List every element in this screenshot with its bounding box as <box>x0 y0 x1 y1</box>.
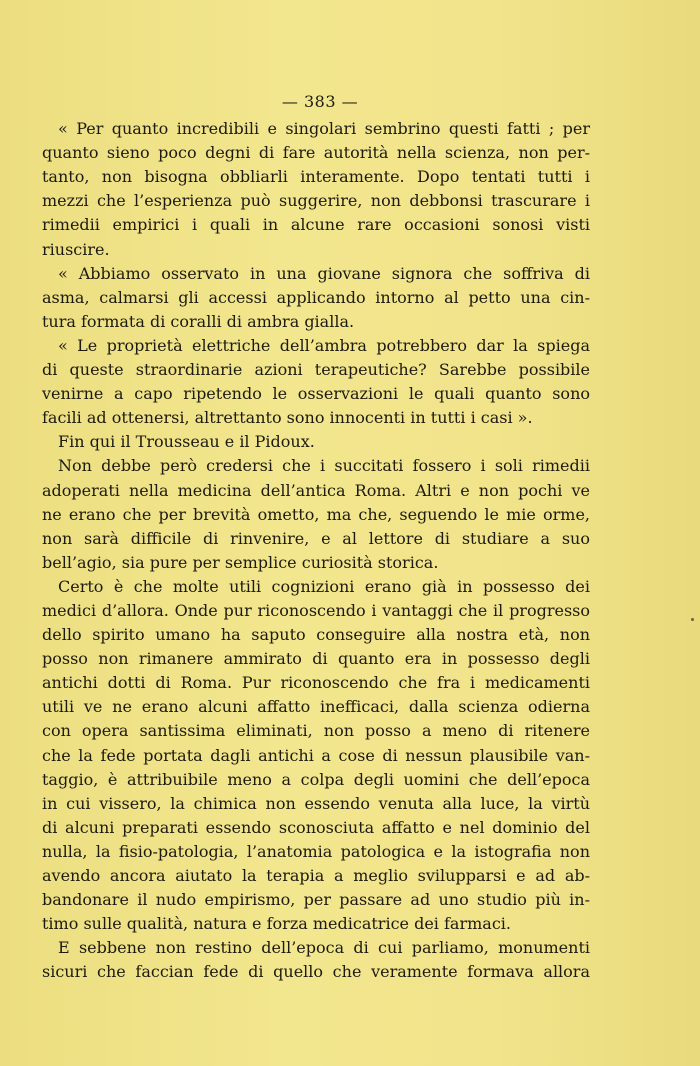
text-line: venirne a capo ripetendo le osservazioni le quali quanto sono <box>42 384 590 404</box>
text-line: facili ad ottenersi, altrettanto sono innocenti in tutti i casi ». <box>42 408 533 428</box>
paragraph <box>42 117 590 262</box>
text-line: Certo è che molte utili cognizioni erano già in possesso dei <box>58 576 590 596</box>
text-line: « Abbiamo osservato in una giovane signora che soffriva di <box>58 263 590 283</box>
text-line: con opera santissima eliminati, non posso a meno di ritenere <box>42 721 590 741</box>
paragraph <box>42 262 590 334</box>
text-line: E sebbene non restino dell’epoca di cui parliamo, monumenti <box>58 938 590 958</box>
text-line: avendo ancora aiutato la terapia a meglio svilupparsi e ad ab- <box>42 866 590 885</box>
text-line: quanto sieno poco degni di fare autorità nella scienza, non per- <box>42 143 590 163</box>
text-line: tura formata di coralli di ambra gialla. <box>42 311 355 331</box>
paper-speck <box>691 618 694 621</box>
paragraph <box>42 334 590 430</box>
text-line: posso non rimanere ammirato di quanto era in possesso degli <box>42 649 590 669</box>
text-line: riuscire. <box>42 239 110 259</box>
text-line: Non debbe però credersi che i succitati fossero i soli rimedii <box>58 456 590 476</box>
text-line: bandonare il nudo empirismo, per passare ad uno studio più in- <box>42 890 590 910</box>
text-line: nulla, la fisio-patologia, l’anatomia patologica e la istografia non <box>42 841 590 861</box>
text-line: timo sulle qualità, natura e forza medicatrice dei farmaci. <box>42 914 511 934</box>
text-line: ne erano che per brevità ometto, ma che, seguendo le mie orme, <box>42 504 590 524</box>
text-line: bell’agio, sia pure per semplice curiosità storica. <box>42 552 439 572</box>
text-line: « Le proprietà elettriche dell’ambra potrebbero dar la spiega <box>58 335 590 355</box>
text-line: non sarà difficile di rinvenire, e al lettore di studiare a suo <box>42 528 590 548</box>
text-line: di queste straordinarie azioni terapeutiche? Sarebbe possibile <box>42 360 590 380</box>
text-line: in cui vissero, la chimica non essendo venuta alla luce, la virtù <box>42 793 590 813</box>
text-line: « Per quanto incredibili e singolari sembrino questi fatti ; per <box>58 119 590 139</box>
text-line: dello spirito umano ha saputo conseguire alla nostra età, non <box>42 625 590 645</box>
text-line: asma, calmarsi gli accessi applicando intorno al petto una cin- <box>42 287 590 307</box>
text-line: medici d’allora. Onde pur riconoscendo i vantaggi che il progresso <box>42 600 590 620</box>
text-line: che la fede portata dagli antichi a cose di nessun plausibile van- <box>42 745 590 765</box>
paragraph <box>42 454 590 574</box>
text-line: Fin qui il Trousseau e il Pidoux. <box>58 432 315 452</box>
text-line: adoperati nella medicina dell’antica Roma. Altri e non pochi ve <box>42 480 590 500</box>
paragraph <box>42 430 590 454</box>
text-line: taggio, è attribuibile meno a colpa degli uomini che dell’epoca <box>42 769 590 789</box>
text-line: di alcuni preparati essendo sconosciuta affatto e nel dominio del <box>42 817 590 837</box>
text-line: sicuri che faccian fede di quello che veramente formava allora <box>42 962 590 982</box>
book-page <box>42 90 590 984</box>
text-line: utili ve ne erano alcuni affatto inefficaci, dalla scienza odierna <box>42 697 590 717</box>
page-number: — 383 — <box>281 92 359 111</box>
page-body <box>42 117 590 984</box>
text-line: rimedii empirici i quali in alcune rare occasioni sonosi visti <box>42 215 590 235</box>
text-line: antichi dotti di Roma. Pur riconoscendo che fra i medicamenti <box>42 673 590 693</box>
text-line: mezzi che l’esperienza può suggerire, non debbonsi trascurare i <box>42 191 590 211</box>
paragraph <box>42 936 590 984</box>
text-line: tanto, non bisogna obbliarli interamente. Dopo tentati tutti i <box>42 167 590 187</box>
paragraph <box>42 575 590 936</box>
